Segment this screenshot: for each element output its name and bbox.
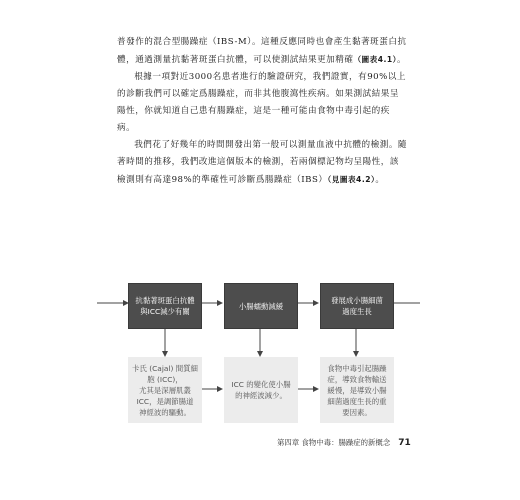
node-anti-vinculin-icc: 抗黏著斑蛋白抗體 與ICC減少有關 [128, 283, 202, 329]
paragraph-3-text: 我們花了好幾年的時間開發出第一般可以測量血液中抗體的檢測。隨著時間的推移，我們改進這個版本的檢測，若兩個標記物均呈陽性，該檢測則有高達98%的準確性可診斷爲腸躁症（IBS） [117, 140, 408, 185]
paragraph-1-end: 。 [396, 55, 407, 65]
page-footer [277, 437, 437, 448]
figure-ref-4-1: （圖表4.1） [353, 55, 397, 64]
figure-ref-4-2: （見圖表4.2） [327, 175, 376, 184]
node-icc-description: 卡氏 (Cajal) 間質細 胞 (ICC)， 尤其是深層肌叢 ICC，是調節腸道 神經波的驅動。 [128, 357, 202, 423]
page-number: 71 [398, 438, 411, 448]
paragraph-1-text: 普發作的混合型腸躁症（IBS-M）。這種反應同時也會產生黏著斑蛋白抗體，通過測量抗黏著斑蛋白抗體，可以使測試結果更加精確 [117, 37, 407, 65]
chapter-title: 第四章 食物中毒：腸躁症的新概念 [277, 438, 391, 447]
node-icc-change: ICC 的變化使小腸 的神經波減少。 [224, 357, 298, 423]
node-motility-slowdown: 小腸蠕動減緩 [224, 283, 298, 329]
node-food-poisoning: 食物中毒引起腸躁 症，導致食物輸送 緩慢，是導致小腸 細菌過度生長的重 要因素。 [320, 357, 394, 423]
paragraph-3-end: 。 [375, 175, 385, 185]
node-sibo: 發展成小腸細菌 過度生長 [320, 283, 394, 329]
paragraph-2: 根據一項對近3000名患者進行的驗證研究，我們證實，有90%以上的診斷我們可以確定爲腸躁症，而非其他腹瀉性疾病。如果測試結果呈陽性，你就知道自己患有腸躁症，這是一種可能由食物中毒引起的疾病。 [117, 72, 407, 133]
